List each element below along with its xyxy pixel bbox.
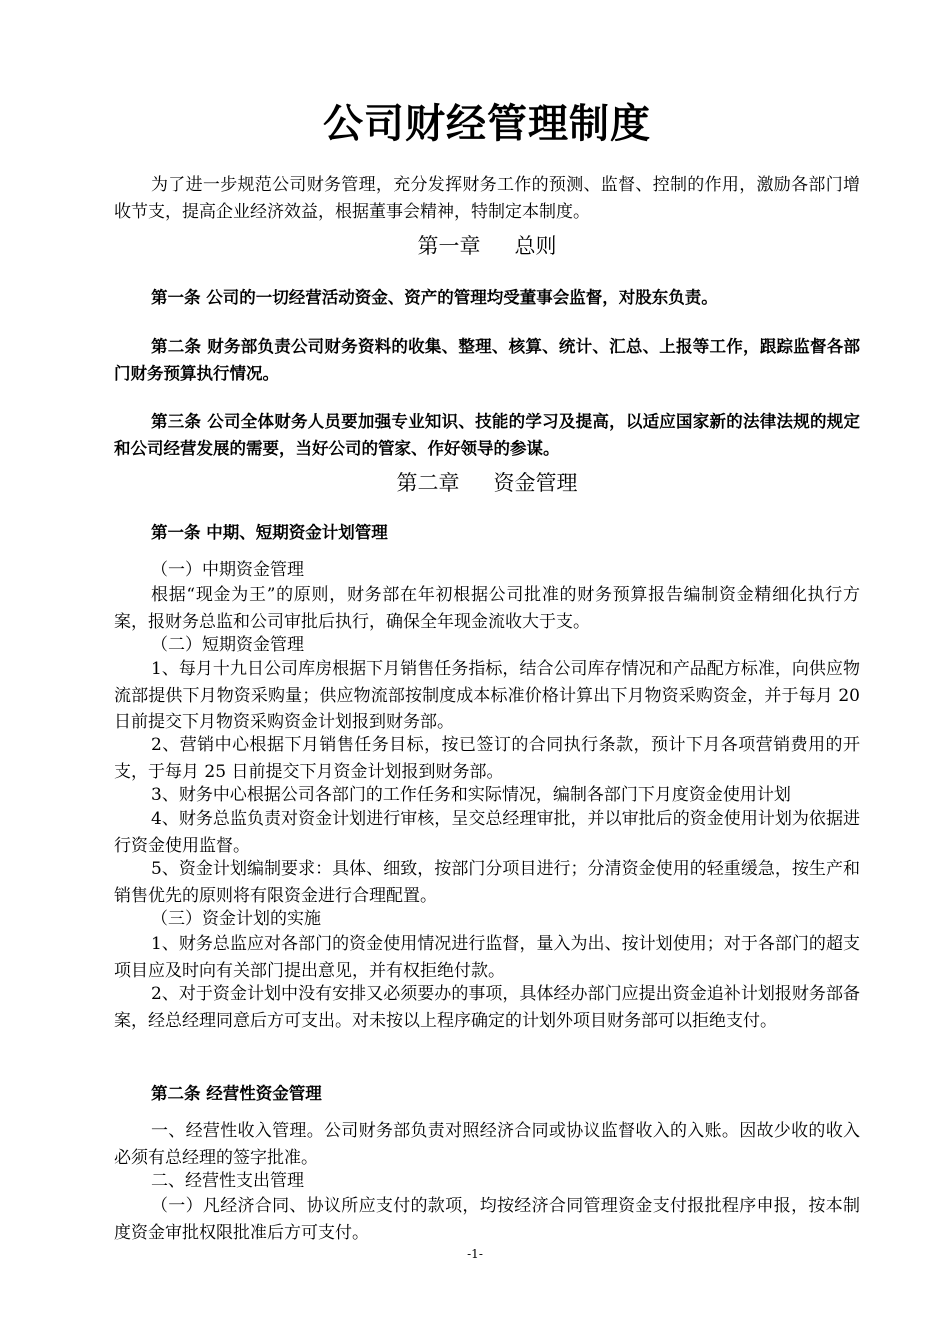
chapter-1-number: 第一章 [417, 234, 481, 258]
chapter-2-article-2: 第二条 经营性资金管理 [151, 1084, 322, 1103]
chapter-1-heading [114, 231, 860, 261]
short-term-item-3: 3、财务中心根据公司各部门的工作任务和实际情况，编制各部门下月度资金使用计划 [151, 785, 791, 805]
subsection-3-heading: （三）资金计划的实施 [151, 909, 321, 929]
chapter-1-article-2: 第二条 财务部负责公司财务资料的收集、整理、核算、统计、汇总、上报等工作，跟踪监督各部门财务预算执行情况。 [114, 337, 860, 383]
intro-paragraph: 为了进一步规范公司财务管理，充分发挥财务工作的预测、监督、控制的作用，激励各部门增收节支，提高企业经济效益，根据董事会精神，特制定本制度。 [114, 175, 860, 222]
chapter-1-name: 总则 [514, 234, 557, 258]
page-number: -1- [467, 1247, 483, 1261]
short-term-item-4: 4、财务总监负责对资金计划进行审核，呈交总经理审批，并以审批后的资金使用计划为依据进行资金使用监督。 [114, 809, 860, 856]
implementation-item-2: 2、对于资金计划中没有安排又必须要办的事项，具体经办部门应提出资金追补计划报财务部备案，经总经理同意后方可支出。对未按以上程序确定的计划外项目财务部可以拒绝支付。 [114, 984, 860, 1031]
subsection-1-heading: （一）中期资金管理 [151, 560, 304, 580]
subsection-2-heading: （二）短期资金管理 [151, 635, 304, 655]
chapter-1-article-3: 第三条 公司全体财务人员要加强专业知识、技能的学习及提高，以适应国家新的法律法规的规定和公司经营发展的需要，当好公司的管家、作好领导的参谋。 [114, 412, 860, 458]
subsection-1-text: 根据“现金为王”的原则，财务部在年初根据公司批准的财务预算报告编制资金精细化执行方案，报财务总监和公司审批后执行，确保全年现金流收大于支。 [114, 585, 860, 632]
chapter-2-number: 第二章 [396, 471, 460, 495]
chapter-1-article-1: 第一条 公司的一切经营活动资金、资产的管理均受董事会监督，对股东负责。 [151, 288, 718, 307]
implementation-item-1: 1、财务总监应对各部门的资金使用情况进行监督，量入为出、按计划使用；对于各部门的超支项目应及时向有关部门提出意见，并有权拒绝付款。 [114, 934, 860, 981]
chapter-2-article-1: 第一条 中期、短期资金计划管理 [151, 523, 388, 542]
short-term-item-2: 2、营销中心根据下月销售任务目标，按已签订的合同执行条款，预计下月各项营销费用的开支，于每月 25 日前提交下月资金计划报到财务部。 [114, 735, 860, 782]
chapter-2-name: 资金管理 [493, 471, 578, 495]
chapter-2-heading [114, 468, 860, 498]
document-title: 公司财经管理制度 [323, 101, 651, 147]
short-term-item-1: 1、每月十九日公司库房根据下月销售任务指标，结合公司库存情况和产品配方标准，向供应物流部提供下月物资采购量；供应物流部按制度成本标准价格计算出下月物资采购资金，并于每月 20 日前提交下月物资采购资金计划报到财务部。 [114, 659, 860, 732]
operating-expense-heading: 二、经营性支出管理 [151, 1171, 304, 1191]
operating-income-paragraph: 一、经营性收入管理。公司财务部负责对照经济合同或协议监督收入的入账。因故少收的收入必须有总经理的签字批准。 [114, 1121, 860, 1168]
operating-expense-item-1: （一）凡经济合同、协议所应支付的款项，均按经济合同管理资金支付报批程序申报，按本制度资金审批权限批准后方可支付。 [114, 1196, 860, 1243]
short-term-item-5: 5、资金计划编制要求：具体、细致，按部门分项目进行；分清资金使用的轻重缓急，按生产和销售优先的原则将有限资金进行合理配置。 [114, 859, 860, 906]
